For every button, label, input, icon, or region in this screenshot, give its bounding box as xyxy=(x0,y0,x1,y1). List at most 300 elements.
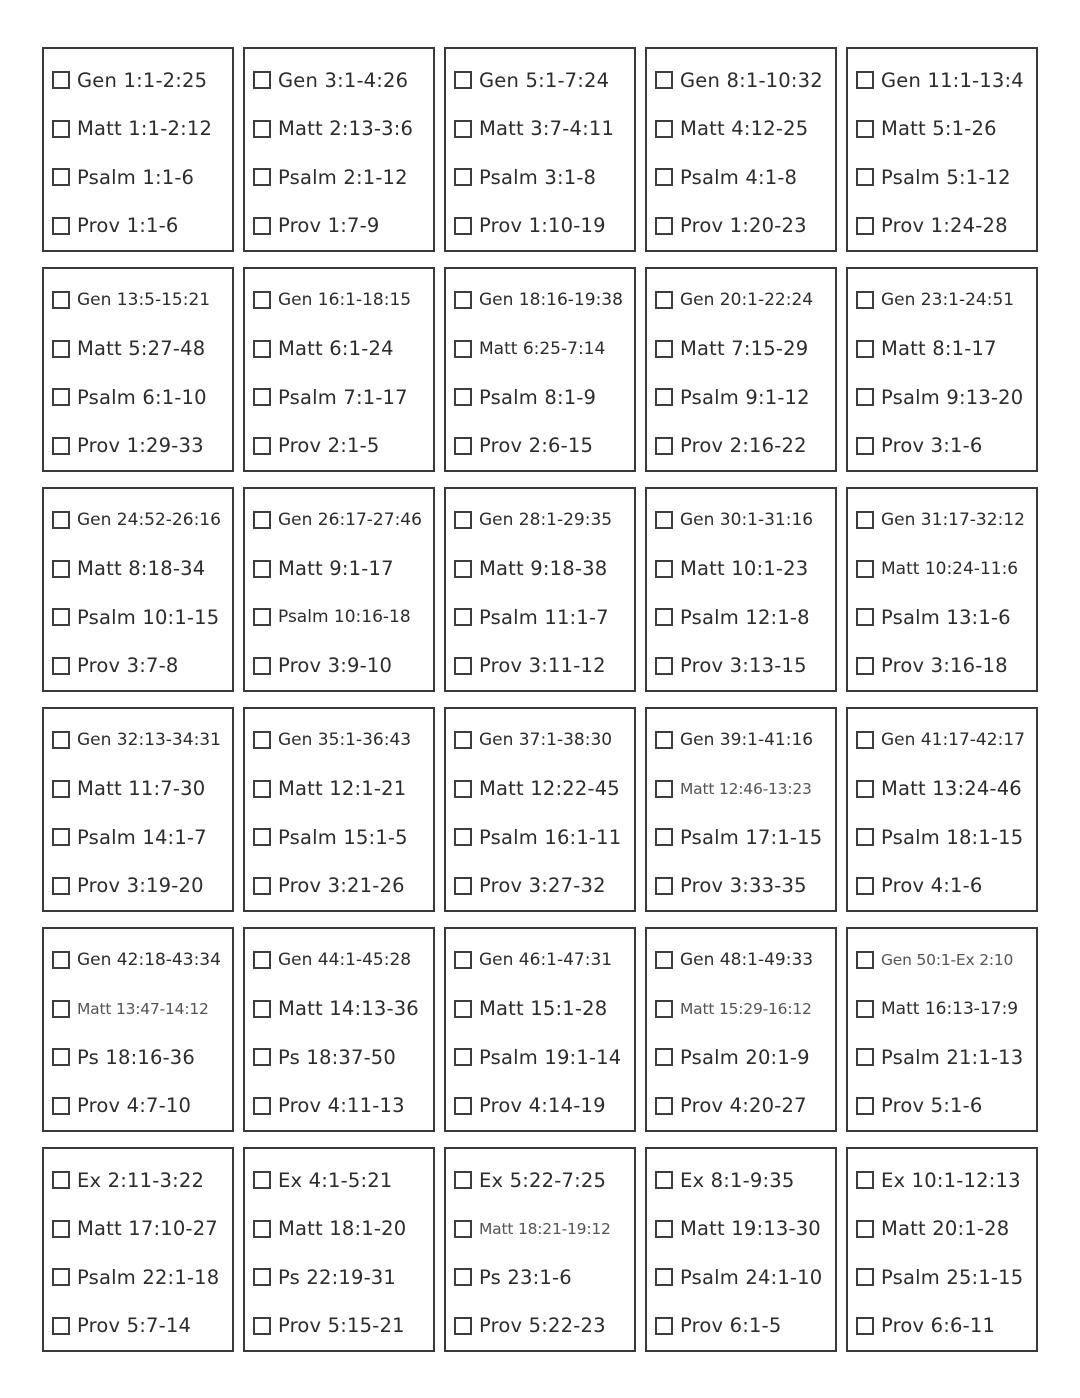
checkbox[interactable] xyxy=(856,1000,874,1018)
reading-label: Psalm 25:1-15 xyxy=(881,1265,1024,1289)
checkbox[interactable] xyxy=(454,560,472,578)
checkbox[interactable] xyxy=(655,340,673,358)
reading-label: Prov 3:11-12 xyxy=(479,654,606,678)
checkbox[interactable] xyxy=(52,71,70,89)
reading-entry-psalm xyxy=(655,813,831,862)
reading-entry-gen xyxy=(655,276,831,325)
reading-label: Psalm 9:1-12 xyxy=(680,385,810,409)
reading-entry-prov xyxy=(52,642,228,691)
reading-day-card xyxy=(645,267,837,472)
reading-entry-prov xyxy=(253,1302,429,1351)
reading-entry-matt xyxy=(52,325,228,374)
checkbox[interactable] xyxy=(253,437,271,455)
reading-entry-gen xyxy=(454,276,630,325)
checkbox[interactable] xyxy=(52,120,70,138)
reading-entry-gen xyxy=(253,716,429,765)
reading-entry-prov xyxy=(454,1082,630,1131)
reading-label: Prov 6:6-11 xyxy=(881,1314,996,1338)
reading-entry-gen xyxy=(52,496,228,545)
reading-entry-matt xyxy=(454,1205,630,1254)
checkbox[interactable] xyxy=(856,1220,874,1238)
reading-label: Prov 5:22-23 xyxy=(479,1314,606,1338)
reading-label: Prov 4:14-19 xyxy=(479,1094,606,1118)
reading-label: Gen 20:1-22:24 xyxy=(680,290,814,311)
reading-label: Psalm 13:1-6 xyxy=(881,605,1011,629)
checkbox[interactable] xyxy=(52,877,70,895)
checkbox[interactable] xyxy=(856,120,874,138)
checkbox[interactable] xyxy=(856,731,874,749)
reading-label: Gen 42:18-43:34 xyxy=(77,950,221,971)
reading-label: Matt 16:13-17:9 xyxy=(881,998,1019,1019)
checkbox[interactable] xyxy=(52,1171,70,1189)
reading-day-card xyxy=(645,1147,837,1352)
reading-label: Psalm 9:13-20 xyxy=(881,385,1024,409)
reading-label: Matt 15:29-16:12 xyxy=(680,999,812,1018)
checkbox[interactable] xyxy=(253,1000,271,1018)
reading-entry-prov xyxy=(52,422,228,471)
checkbox[interactable] xyxy=(454,291,472,309)
reading-day-card xyxy=(444,927,636,1132)
checkbox[interactable] xyxy=(253,291,271,309)
reading-entry-prov xyxy=(52,1302,228,1351)
checkbox[interactable] xyxy=(655,168,673,186)
reading-day-card xyxy=(444,267,636,472)
reading-label: Gen 8:1-10:32 xyxy=(680,68,823,92)
reading-label: Matt 19:13-30 xyxy=(680,1217,821,1241)
reading-label: Psalm 18:1-15 xyxy=(881,825,1024,849)
reading-label: Matt 2:13-3:6 xyxy=(278,117,414,141)
reading-label: Matt 6:25-7:14 xyxy=(479,338,606,359)
checkbox[interactable] xyxy=(454,71,472,89)
reading-day-card xyxy=(846,487,1038,692)
checkbox[interactable] xyxy=(454,951,472,969)
checkbox[interactable] xyxy=(454,877,472,895)
checkbox[interactable] xyxy=(655,388,673,406)
reading-entry-matt xyxy=(253,985,429,1034)
reading-label: Matt 11:7-30 xyxy=(77,777,206,801)
reading-entry-matt xyxy=(253,325,429,374)
checkbox[interactable] xyxy=(253,657,271,675)
checkbox[interactable] xyxy=(52,1268,70,1286)
reading-label: Ex 5:22-7:25 xyxy=(479,1168,607,1192)
checkbox[interactable] xyxy=(52,731,70,749)
checkbox[interactable] xyxy=(454,437,472,455)
reading-label: Matt 15:1-28 xyxy=(479,997,608,1021)
checkbox[interactable] xyxy=(253,120,271,138)
reading-entry-psalm xyxy=(52,1253,228,1302)
reading-entry-prov xyxy=(856,422,1032,471)
reading-entry-psalm xyxy=(856,593,1032,642)
reading-entry-matt xyxy=(856,1205,1032,1254)
reading-day-card xyxy=(846,707,1038,912)
reading-entry-psalm xyxy=(856,1033,1032,1082)
checkbox[interactable] xyxy=(856,828,874,846)
checkbox[interactable] xyxy=(856,1268,874,1286)
reading-entry-gen xyxy=(856,56,1032,105)
checkbox[interactable] xyxy=(253,340,271,358)
reading-entry-psalm xyxy=(454,1033,630,1082)
checkbox[interactable] xyxy=(52,657,70,675)
reading-label: Matt 10:1-23 xyxy=(680,557,809,581)
reading-entry-gen xyxy=(253,276,429,325)
reading-entry-psalm xyxy=(454,813,630,862)
reading-entry-matt xyxy=(856,105,1032,154)
reading-label: Gen 46:1-47:31 xyxy=(479,950,613,971)
reading-entry-gen xyxy=(52,1156,228,1205)
reading-entry-psalm xyxy=(856,813,1032,862)
reading-label: Psalm 10:16-18 xyxy=(278,607,411,628)
checkbox[interactable] xyxy=(52,511,70,529)
reading-label: Gen 24:52-26:16 xyxy=(77,510,221,531)
checkbox[interactable] xyxy=(253,1268,271,1286)
checkbox[interactable] xyxy=(454,828,472,846)
checkbox[interactable] xyxy=(253,608,271,626)
checkbox[interactable] xyxy=(52,291,70,309)
reading-label: Gen 35:1-36:43 xyxy=(278,730,412,751)
reading-entry-matt xyxy=(52,985,228,1034)
reading-label: Gen 48:1-49:33 xyxy=(680,950,814,971)
checkbox[interactable] xyxy=(253,560,271,578)
reading-entry-gen xyxy=(454,936,630,985)
checkbox[interactable] xyxy=(655,120,673,138)
reading-label: Matt 1:1-2:12 xyxy=(77,117,213,141)
checkbox[interactable] xyxy=(856,1048,874,1066)
checkbox[interactable] xyxy=(454,1220,472,1238)
reading-entry-prov xyxy=(253,202,429,251)
reading-label: Prov 2:1-5 xyxy=(278,434,380,458)
checkbox[interactable] xyxy=(253,780,271,798)
reading-entry-psalm xyxy=(52,153,228,202)
reading-entry-gen xyxy=(856,496,1032,545)
checkbox[interactable] xyxy=(454,1171,472,1189)
checkbox[interactable] xyxy=(454,217,472,235)
reading-label: Psalm 11:1-7 xyxy=(479,605,609,629)
reading-day-card xyxy=(444,1147,636,1352)
checkbox[interactable] xyxy=(856,877,874,895)
reading-label: Psalm 2:1-12 xyxy=(278,165,408,189)
reading-label: Psalm 4:1-8 xyxy=(680,165,798,189)
checkbox[interactable] xyxy=(52,1000,70,1018)
reading-entry-matt xyxy=(52,765,228,814)
reading-label: Matt 12:1-21 xyxy=(278,777,407,801)
reading-entry-gen xyxy=(655,936,831,985)
checkbox[interactable] xyxy=(52,560,70,578)
checkbox[interactable] xyxy=(655,217,673,235)
reading-label: Ps 22:19-31 xyxy=(278,1265,397,1289)
checkbox[interactable] xyxy=(655,560,673,578)
reading-entry-matt xyxy=(454,545,630,594)
checkbox[interactable] xyxy=(454,120,472,138)
reading-entry-prov xyxy=(856,862,1032,911)
reading-label: Prov 3:27-32 xyxy=(479,874,606,898)
checkbox[interactable] xyxy=(655,1268,673,1286)
reading-label: Prov 5:1-6 xyxy=(881,1094,983,1118)
reading-entry-prov xyxy=(253,1082,429,1131)
reading-entry-prov xyxy=(454,422,630,471)
checkbox[interactable] xyxy=(655,1048,673,1066)
checkbox[interactable] xyxy=(52,1048,70,1066)
reading-label: Matt 5:27-48 xyxy=(77,337,206,361)
reading-entry-gen xyxy=(454,716,630,765)
reading-day-card xyxy=(243,1147,435,1352)
checkbox[interactable] xyxy=(856,217,874,235)
reading-day-card xyxy=(444,47,636,252)
reading-day-card xyxy=(42,47,234,252)
reading-label: Matt 4:12-25 xyxy=(680,117,809,141)
checkbox[interactable] xyxy=(655,1171,673,1189)
reading-label: Prov 5:15-21 xyxy=(278,1314,405,1338)
checkbox[interactable] xyxy=(655,780,673,798)
checkbox[interactable] xyxy=(52,780,70,798)
checkbox[interactable] xyxy=(253,951,271,969)
checkbox[interactable] xyxy=(856,340,874,358)
reading-entry-matt xyxy=(454,985,630,1034)
reading-label: Matt 18:21-19:12 xyxy=(479,1219,611,1238)
reading-label: Matt 3:7-4:11 xyxy=(479,117,615,141)
reading-label: Ps 18:37-50 xyxy=(278,1045,397,1069)
reading-label: Prov 4:7-10 xyxy=(77,1094,192,1118)
reading-label: Prov 4:20-27 xyxy=(680,1094,807,1118)
checkbox[interactable] xyxy=(454,168,472,186)
checkbox[interactable] xyxy=(655,877,673,895)
reading-day-card xyxy=(42,707,234,912)
reading-entry-prov xyxy=(454,642,630,691)
reading-label: Gen 1:1-2:25 xyxy=(77,68,208,92)
checkbox[interactable] xyxy=(856,511,874,529)
checkbox[interactable] xyxy=(52,1317,70,1335)
reading-label: Prov 3:9-10 xyxy=(278,654,393,678)
checkbox[interactable] xyxy=(454,1000,472,1018)
reading-entry-psalm xyxy=(655,1253,831,1302)
reading-entry-psalm xyxy=(655,1033,831,1082)
reading-label: Psalm 8:1-9 xyxy=(479,385,597,409)
checkbox[interactable] xyxy=(856,1171,874,1189)
checkbox[interactable] xyxy=(454,731,472,749)
checkbox[interactable] xyxy=(253,1220,271,1238)
checkbox[interactable] xyxy=(655,291,673,309)
reading-entry-psalm xyxy=(655,153,831,202)
reading-entry-gen xyxy=(454,56,630,105)
checkbox[interactable] xyxy=(655,731,673,749)
reading-day-card xyxy=(243,47,435,252)
checkbox[interactable] xyxy=(253,877,271,895)
checkbox[interactable] xyxy=(655,828,673,846)
checkbox[interactable] xyxy=(856,388,874,406)
checkbox[interactable] xyxy=(52,608,70,626)
checkbox[interactable] xyxy=(856,608,874,626)
checkbox[interactable] xyxy=(253,1171,271,1189)
checkbox[interactable] xyxy=(856,168,874,186)
reading-label: Gen 5:1-7:24 xyxy=(479,68,610,92)
reading-entry-matt xyxy=(454,325,630,374)
checkbox[interactable] xyxy=(856,1317,874,1335)
checkbox[interactable] xyxy=(454,1048,472,1066)
checkbox[interactable] xyxy=(253,71,271,89)
reading-day-card xyxy=(645,47,837,252)
reading-label: Ps 18:16-36 xyxy=(77,1045,196,1069)
checkbox[interactable] xyxy=(253,1048,271,1066)
reading-entry-gen xyxy=(253,496,429,545)
reading-label: Matt 8:18-34 xyxy=(77,557,206,581)
reading-label: Psalm 21:1-13 xyxy=(881,1045,1024,1069)
checkbox[interactable] xyxy=(454,511,472,529)
reading-label: Gen 39:1-41:16 xyxy=(680,730,814,751)
reading-entry-prov xyxy=(52,202,228,251)
reading-label: Gen 23:1-24:51 xyxy=(881,290,1015,311)
reading-entry-gen xyxy=(856,716,1032,765)
reading-label: Psalm 14:1-7 xyxy=(77,825,207,849)
reading-entry-prov xyxy=(655,202,831,251)
checkbox[interactable] xyxy=(655,1317,673,1335)
reading-label: Gen 41:17-42:17 xyxy=(881,730,1025,751)
reading-day-card xyxy=(42,487,234,692)
reading-entry-prov xyxy=(856,1082,1032,1131)
reading-entry-matt xyxy=(655,325,831,374)
reading-entry-psalm xyxy=(856,1253,1032,1302)
reading-day-card xyxy=(846,927,1038,1132)
checkbox[interactable] xyxy=(253,511,271,529)
reading-label: Gen 18:16-19:38 xyxy=(479,290,623,311)
checkbox[interactable] xyxy=(253,168,271,186)
checkbox[interactable] xyxy=(454,780,472,798)
reading-label: Prov 1:1-6 xyxy=(77,214,179,238)
reading-label: Matt 7:15-29 xyxy=(680,337,809,361)
checkbox[interactable] xyxy=(454,388,472,406)
reading-label: Gen 32:13-34:31 xyxy=(77,730,221,751)
reading-entry-matt xyxy=(856,545,1032,594)
reading-label: Psalm 20:1-9 xyxy=(680,1045,810,1069)
reading-day-card xyxy=(42,267,234,472)
reading-entry-psalm xyxy=(52,1033,228,1082)
checkbox[interactable] xyxy=(856,437,874,455)
checkbox[interactable] xyxy=(856,657,874,675)
checkbox[interactable] xyxy=(52,217,70,235)
reading-day-card xyxy=(243,927,435,1132)
checkbox[interactable] xyxy=(454,1317,472,1335)
reading-label: Matt 13:47-14:12 xyxy=(77,999,209,1018)
checkbox[interactable] xyxy=(52,951,70,969)
reading-label: Matt 6:1-24 xyxy=(278,337,394,361)
reading-label: Ex 8:1-9:35 xyxy=(680,1168,795,1192)
checkbox[interactable] xyxy=(856,951,874,969)
reading-entry-gen xyxy=(52,936,228,985)
reading-entry-psalm xyxy=(856,373,1032,422)
reading-label: Ex 2:11-3:22 xyxy=(77,1168,205,1192)
checkbox[interactable] xyxy=(52,388,70,406)
checkbox[interactable] xyxy=(52,437,70,455)
reading-label: Matt 9:1-17 xyxy=(278,557,394,581)
reading-label: Psalm 3:1-8 xyxy=(479,165,597,189)
checkbox[interactable] xyxy=(655,437,673,455)
reading-label: Psalm 22:1-18 xyxy=(77,1265,220,1289)
reading-entry-gen xyxy=(52,716,228,765)
reading-entry-matt xyxy=(856,985,1032,1034)
checkbox[interactable] xyxy=(856,71,874,89)
reading-label: Prov 4:11-13 xyxy=(278,1094,405,1118)
checkbox[interactable] xyxy=(655,608,673,626)
reading-label: Gen 11:1-13:4 xyxy=(881,68,1024,92)
reading-label: Matt 17:10-27 xyxy=(77,1217,218,1241)
checkbox[interactable] xyxy=(253,1317,271,1335)
checkbox[interactable] xyxy=(253,1097,271,1115)
reading-entry-matt xyxy=(655,765,831,814)
checkbox[interactable] xyxy=(655,511,673,529)
reading-entry-matt xyxy=(655,105,831,154)
checkbox[interactable] xyxy=(856,1097,874,1115)
reading-label: Prov 1:10-19 xyxy=(479,214,606,238)
checkbox[interactable] xyxy=(52,828,70,846)
checkbox[interactable] xyxy=(52,168,70,186)
reading-entry-matt xyxy=(52,1205,228,1254)
reading-day-card xyxy=(42,1147,234,1352)
reading-label: Prov 1:29-33 xyxy=(77,434,204,458)
reading-label: Psalm 5:1-12 xyxy=(881,165,1011,189)
checkbox[interactable] xyxy=(454,608,472,626)
reading-label: Prov 2:6-15 xyxy=(479,434,594,458)
reading-entry-prov xyxy=(454,202,630,251)
checkbox[interactable] xyxy=(52,1220,70,1238)
checkbox[interactable] xyxy=(856,780,874,798)
reading-entry-psalm xyxy=(454,373,630,422)
reading-entry-prov xyxy=(253,862,429,911)
reading-entry-matt xyxy=(253,1205,429,1254)
checkbox[interactable] xyxy=(655,1220,673,1238)
checkbox[interactable] xyxy=(253,217,271,235)
checkbox[interactable] xyxy=(52,1097,70,1115)
checkbox[interactable] xyxy=(253,828,271,846)
checkbox[interactable] xyxy=(52,340,70,358)
checkbox[interactable] xyxy=(454,340,472,358)
reading-label: Psalm 16:1-11 xyxy=(479,825,622,849)
reading-entry-psalm xyxy=(52,593,228,642)
reading-entry-matt xyxy=(253,105,429,154)
reading-entry-matt xyxy=(454,765,630,814)
reading-day-card xyxy=(243,267,435,472)
reading-entry-matt xyxy=(52,545,228,594)
checkbox[interactable] xyxy=(454,1268,472,1286)
reading-label: Gen 30:1-31:16 xyxy=(680,510,814,531)
checkbox[interactable] xyxy=(655,71,673,89)
checkbox[interactable] xyxy=(856,291,874,309)
reading-day-card xyxy=(846,47,1038,252)
reading-entry-prov xyxy=(856,642,1032,691)
reading-entry-psalm xyxy=(454,1253,630,1302)
checkbox[interactable] xyxy=(253,731,271,749)
reading-label: Prov 1:20-23 xyxy=(680,214,807,238)
checkbox[interactable] xyxy=(655,657,673,675)
checkbox[interactable] xyxy=(856,560,874,578)
reading-entry-gen xyxy=(856,1156,1032,1205)
reading-label: Gen 13:5-15:21 xyxy=(77,290,211,311)
checkbox[interactable] xyxy=(454,1097,472,1115)
reading-label: Psalm 19:1-14 xyxy=(479,1045,622,1069)
checkbox[interactable] xyxy=(454,657,472,675)
reading-label: Matt 9:18-38 xyxy=(479,557,608,581)
checkbox[interactable] xyxy=(655,1000,673,1018)
reading-day-card xyxy=(444,707,636,912)
checkbox[interactable] xyxy=(655,951,673,969)
checkbox[interactable] xyxy=(655,1097,673,1115)
reading-label: Prov 3:16-18 xyxy=(881,654,1008,678)
reading-entry-matt xyxy=(454,105,630,154)
reading-label: Gen 37:1-38:30 xyxy=(479,730,613,751)
reading-label: Prov 6:1-5 xyxy=(680,1314,782,1338)
reading-label: Psalm 12:1-8 xyxy=(680,605,810,629)
reading-label: Prov 3:13-15 xyxy=(680,654,807,678)
reading-label: Prov 1:7-9 xyxy=(278,214,380,238)
reading-label: Psalm 7:1-17 xyxy=(278,385,408,409)
checkbox[interactable] xyxy=(253,388,271,406)
